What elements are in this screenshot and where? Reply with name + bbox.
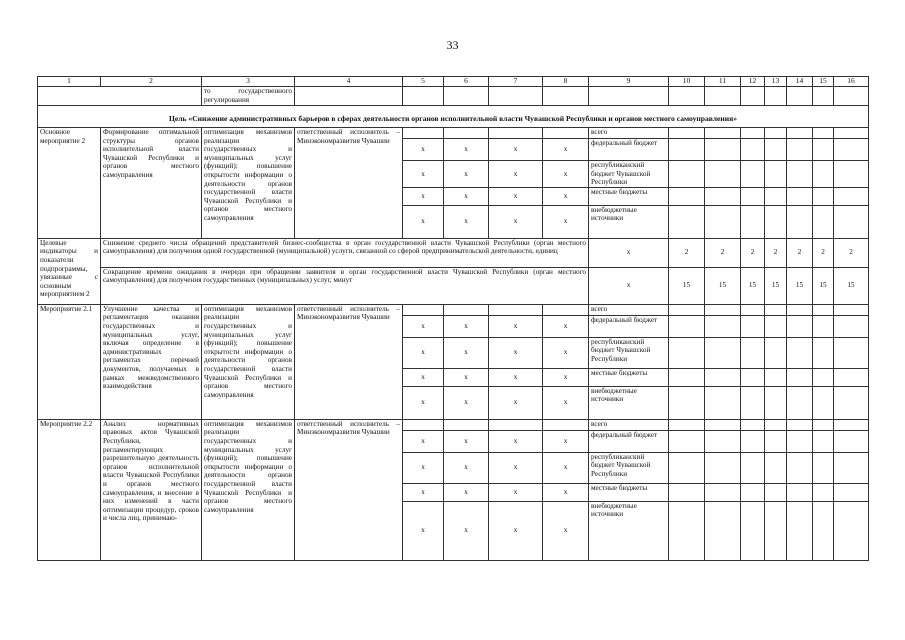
funding-source: внебюджетные источники — [589, 501, 669, 560]
table-cell — [813, 386, 834, 419]
column-number: 16 — [834, 77, 869, 87]
activity-name: Анализ нормативных правовых актов Чувашской Республики, регламентирующих разрешительную деятельность органов исполнительной власти Чувашской Республики и органов местного самоуправления, и внесение в них изменений в части оптимизации процедур, сроков и числа лиц, принимаю- — [101, 419, 202, 560]
table-cell — [669, 128, 705, 139]
table-cell — [741, 483, 765, 501]
funding-source: республиканский бюджет Чувашской Республики — [589, 452, 669, 483]
table-cell — [705, 386, 741, 419]
table-cell — [589, 87, 669, 106]
table-cell — [543, 87, 589, 106]
table-cell — [765, 187, 787, 205]
executor: ответственный исполнитель – Минэкономразвития Чувашии — [295, 304, 403, 419]
x-mark: x — [543, 315, 589, 337]
table-cell — [669, 139, 705, 161]
program-table — [37, 76, 869, 561]
target-text: Снижение среднего числа обращений представителей бизнес-сообщества в орган государственной власти Чувашской Республики (орган местного самоуправления) для получения одной государственной (муниципальной) услуги, связанной со сферой предпринимательской деятельности, единиц — [101, 238, 589, 267]
table-cell — [741, 205, 765, 238]
activity-code: Мероприятие 2.1 — [38, 304, 101, 419]
column-number: 8 — [543, 77, 589, 87]
table-cell — [38, 87, 202, 106]
funding-source: всего — [589, 304, 669, 315]
table-cell — [813, 452, 834, 483]
table-cell — [444, 304, 489, 315]
table-cell — [669, 161, 705, 188]
activity-result: оптимизация механизмов реализации государственных и муниципальных услуг (функций); повышение открытости информации о деятельности органов государственной власти Чувашской Республики и органов местного самоуправления — [202, 419, 295, 560]
header-row — [38, 77, 869, 87]
target-value: 15 — [741, 267, 765, 304]
table-cell — [834, 87, 869, 106]
target-value: 15 — [813, 267, 834, 304]
table-cell — [444, 87, 489, 106]
column-number: 13 — [765, 77, 787, 87]
table-cell — [787, 205, 813, 238]
x-mark: x — [489, 501, 543, 560]
x-mark: x — [543, 337, 589, 368]
table-cell — [669, 430, 705, 452]
x-mark: x — [543, 501, 589, 560]
table-cell — [741, 430, 765, 452]
table-cell — [813, 501, 834, 560]
table-cell — [669, 501, 705, 560]
table-cell — [705, 304, 741, 315]
table-cell — [834, 161, 869, 188]
target-value: 2 — [705, 238, 741, 267]
x-mark: x — [403, 161, 444, 188]
table-cell — [787, 430, 813, 452]
table-cell — [787, 187, 813, 205]
table-cell — [705, 161, 741, 188]
page-number: 33 — [446, 38, 459, 52]
x-mark: x — [543, 386, 589, 419]
table-cell — [813, 205, 834, 238]
table-cell — [669, 368, 705, 386]
x-mark: x — [543, 452, 589, 483]
x-mark: x — [543, 368, 589, 386]
table-cell — [787, 128, 813, 139]
funding-source: республиканский бюджет Чувашской Республики — [589, 161, 669, 188]
table-cell — [403, 304, 444, 315]
x-mark: x — [543, 430, 589, 452]
table-cell — [765, 337, 787, 368]
table-cell — [834, 430, 869, 452]
table-cell — [705, 430, 741, 452]
x-mark: x — [444, 315, 489, 337]
funding-source: всего — [589, 419, 669, 430]
x-mark: x — [489, 205, 543, 238]
x-mark: x — [444, 483, 489, 501]
table-cell — [765, 87, 787, 106]
table-cell — [834, 419, 869, 430]
column-number: 9 — [589, 77, 669, 87]
table-cell — [741, 452, 765, 483]
x-mark: x — [489, 483, 543, 501]
x-mark: x — [403, 315, 444, 337]
column-number: 1 — [38, 77, 101, 87]
funding-source: местные бюджеты — [589, 368, 669, 386]
table-cell — [787, 304, 813, 315]
table-cell — [669, 315, 705, 337]
target-value: 15 — [787, 267, 813, 304]
table-cell — [741, 419, 765, 430]
target-value: 15 — [834, 267, 869, 304]
table-cell — [813, 430, 834, 452]
table-cell — [834, 452, 869, 483]
x-mark: x — [444, 386, 489, 419]
table-cell — [834, 128, 869, 139]
funding-source: внебюджетные источники — [589, 205, 669, 238]
table-cell — [834, 187, 869, 205]
table-cell — [813, 161, 834, 188]
table-cell — [669, 483, 705, 501]
table-cell — [669, 337, 705, 368]
table-cell — [813, 139, 834, 161]
table-cell — [765, 304, 787, 315]
column-number: 14 — [787, 77, 813, 87]
table-cell — [295, 87, 403, 106]
activity-row — [38, 419, 869, 430]
table-cell — [765, 139, 787, 161]
column-number: 4 — [295, 77, 403, 87]
activity-code: Мероприятие 2.2 — [38, 419, 101, 560]
table-cell — [787, 337, 813, 368]
table-cell — [834, 139, 869, 161]
x-mark: x — [444, 368, 489, 386]
table-cell — [669, 386, 705, 419]
table-cell — [741, 87, 765, 106]
continuation-row — [38, 87, 869, 106]
funding-source: республиканский бюджет Чувашской Республики — [589, 337, 669, 368]
target-x: x — [589, 267, 669, 304]
table-cell — [765, 368, 787, 386]
x-mark: x — [403, 386, 444, 419]
x-mark: x — [403, 337, 444, 368]
x-mark: x — [489, 368, 543, 386]
table-cell — [813, 87, 834, 106]
table-cell — [813, 483, 834, 501]
x-mark: x — [444, 452, 489, 483]
table-cell — [834, 368, 869, 386]
x-mark: x — [543, 139, 589, 161]
x-mark: x — [403, 139, 444, 161]
executor: ответственный исполнитель – Минэкономразвития Чувашии — [295, 419, 403, 560]
target-value: 2 — [741, 238, 765, 267]
x-mark: x — [489, 161, 543, 188]
table-cell — [543, 419, 589, 430]
x-mark: x — [444, 501, 489, 560]
table-cell — [741, 128, 765, 139]
table-cell — [813, 128, 834, 139]
goal-title: Цель «Снижение административных барьеров в сферах деятельности органов исполнительной власти Чувашской Республики и органов местного самоуправления» — [38, 106, 869, 128]
table-cell — [834, 205, 869, 238]
table-cell — [765, 430, 787, 452]
table-cell — [765, 386, 787, 419]
table-cell — [813, 304, 834, 315]
funding-source: всего — [589, 128, 669, 139]
x-mark: x — [403, 452, 444, 483]
target-x: x — [589, 238, 669, 267]
funding-source: внебюджетные источники — [589, 386, 669, 419]
table-cell — [705, 419, 741, 430]
table-cell — [787, 87, 813, 106]
target-value: 15 — [705, 267, 741, 304]
table-cell — [787, 501, 813, 560]
table-cell — [741, 337, 765, 368]
x-mark: x — [489, 139, 543, 161]
table-cell — [489, 304, 543, 315]
table-cell — [765, 315, 787, 337]
table-cell — [741, 315, 765, 337]
table-cell — [813, 315, 834, 337]
table-cell — [705, 337, 741, 368]
table-cell — [765, 128, 787, 139]
column-number: 3 — [202, 77, 295, 87]
column-number: 11 — [705, 77, 741, 87]
column-number: 6 — [444, 77, 489, 87]
column-number: 15 — [813, 77, 834, 87]
activity-row — [38, 128, 869, 139]
column-number: 5 — [403, 77, 444, 87]
table-cell — [813, 187, 834, 205]
table-cell — [813, 419, 834, 430]
x-mark: x — [489, 452, 543, 483]
activity-name: Формирование оптимальной структуры органов исполнительной власти Чувашской Республики и органов местного самоуправления — [101, 128, 202, 239]
funding-source: местные бюджеты — [589, 187, 669, 205]
target-value: 2 — [834, 238, 869, 267]
x-mark: x — [543, 161, 589, 188]
x-mark: x — [444, 430, 489, 452]
target-row — [38, 267, 869, 304]
table-cell — [741, 304, 765, 315]
table-cell — [813, 368, 834, 386]
table-cell — [705, 483, 741, 501]
funding-source: местные бюджеты — [589, 483, 669, 501]
target-value: 15 — [669, 267, 705, 304]
table-cell — [813, 337, 834, 368]
table-cell — [765, 483, 787, 501]
targets-label: Целевые индикаторы и показатели подпрограммы, увязанные с основным мероприятием 2 — [38, 238, 101, 304]
x-mark: x — [444, 187, 489, 205]
table-cell — [543, 128, 589, 139]
cont-text: то государственного регулирования — [202, 87, 295, 106]
column-number: 10 — [669, 77, 705, 87]
table-cell — [669, 187, 705, 205]
table-cell — [834, 315, 869, 337]
table-cell — [669, 87, 705, 106]
table-cell — [741, 501, 765, 560]
target-value: 2 — [765, 238, 787, 267]
column-number: 12 — [741, 77, 765, 87]
target-value: 15 — [765, 267, 787, 304]
target-value: 2 — [787, 238, 813, 267]
table-cell — [705, 501, 741, 560]
table-cell — [741, 161, 765, 188]
table-cell — [669, 419, 705, 430]
x-mark: x — [403, 368, 444, 386]
table-cell — [705, 368, 741, 386]
x-mark: x — [444, 337, 489, 368]
table-cell — [705, 452, 741, 483]
x-mark: x — [489, 430, 543, 452]
table-cell — [765, 452, 787, 483]
x-mark: x — [444, 205, 489, 238]
activity-name: Улучшение качества и регламентация оказания государственных и муниципальных услуг, включая определение в административных регламентах перечней документов, получаемых в рамках межведомственного взаимодействия — [101, 304, 202, 419]
x-mark: x — [403, 430, 444, 452]
table-cell — [705, 205, 741, 238]
table-cell — [705, 139, 741, 161]
table-cell — [765, 419, 787, 430]
target-value: 2 — [813, 238, 834, 267]
x-mark: x — [543, 187, 589, 205]
table-cell — [705, 87, 741, 106]
table-cell — [741, 386, 765, 419]
x-mark: x — [489, 187, 543, 205]
table-cell — [705, 315, 741, 337]
x-mark: x — [403, 187, 444, 205]
x-mark: x — [403, 205, 444, 238]
table-cell — [787, 139, 813, 161]
table-cell — [834, 304, 869, 315]
target-row — [38, 238, 869, 267]
table-cell — [403, 128, 444, 139]
table-cell — [741, 187, 765, 205]
table-cell — [489, 128, 543, 139]
table-cell — [787, 386, 813, 419]
goal-row — [38, 106, 869, 128]
x-mark: x — [403, 501, 444, 560]
table-cell — [834, 386, 869, 419]
x-mark: x — [403, 483, 444, 501]
table-cell — [543, 304, 589, 315]
activity-code: Основное мероприятие 2 — [38, 128, 101, 239]
x-mark: x — [489, 315, 543, 337]
table-cell — [787, 315, 813, 337]
table-cell — [765, 501, 787, 560]
executor: ответственный исполнитель – Минэкономразвития Чувашии — [295, 128, 403, 239]
table-cell — [834, 337, 869, 368]
activity-row — [38, 304, 869, 315]
table-cell — [741, 368, 765, 386]
funding-source: федеральный бюджет — [589, 430, 669, 452]
funding-source: федеральный бюджет — [589, 139, 669, 161]
x-mark: x — [543, 483, 589, 501]
x-mark: x — [489, 386, 543, 419]
table-cell — [787, 452, 813, 483]
target-text: Сокращение времени ожидания в очереди при обращении заявителя в орган государственной власти Чувашской Республики (орган местного самоуправления) для получения государственных (муниципальных) услуг, минут — [101, 267, 589, 304]
table-cell — [444, 128, 489, 139]
table-cell — [489, 419, 543, 430]
x-mark: x — [489, 337, 543, 368]
target-value: 2 — [669, 238, 705, 267]
table-cell — [403, 419, 444, 430]
table-cell — [705, 128, 741, 139]
table-cell — [444, 419, 489, 430]
table-cell — [669, 205, 705, 238]
funding-source: федеральный бюджет — [589, 315, 669, 337]
table-cell — [669, 452, 705, 483]
table-cell — [741, 139, 765, 161]
activity-result: оптимизация механизмов реализации государственных и муниципальных услуг (функций); повышение открытости информации о деятельности органов государственной власти Чувашской Республики и органов местного самоуправления — [202, 128, 295, 239]
table-cell — [834, 483, 869, 501]
column-number: 2 — [101, 77, 202, 87]
table-cell — [787, 368, 813, 386]
table-cell — [489, 87, 543, 106]
table-cell — [765, 161, 787, 188]
x-mark: x — [444, 139, 489, 161]
table-cell — [669, 304, 705, 315]
activity-result: оптимизация механизмов реализации государственных и муниципальных услуг (функций); повышение открытости информации о деятельности органов государственной власти Чувашской Республики и органов местного самоуправления — [202, 304, 295, 419]
x-mark: x — [543, 205, 589, 238]
table-cell — [787, 161, 813, 188]
x-mark: x — [444, 161, 489, 188]
table-cell — [765, 205, 787, 238]
column-number: 7 — [489, 77, 543, 87]
table-cell — [403, 87, 444, 106]
table-cell — [787, 419, 813, 430]
table-cell — [834, 501, 869, 560]
table-cell — [787, 483, 813, 501]
table-cell — [705, 187, 741, 205]
